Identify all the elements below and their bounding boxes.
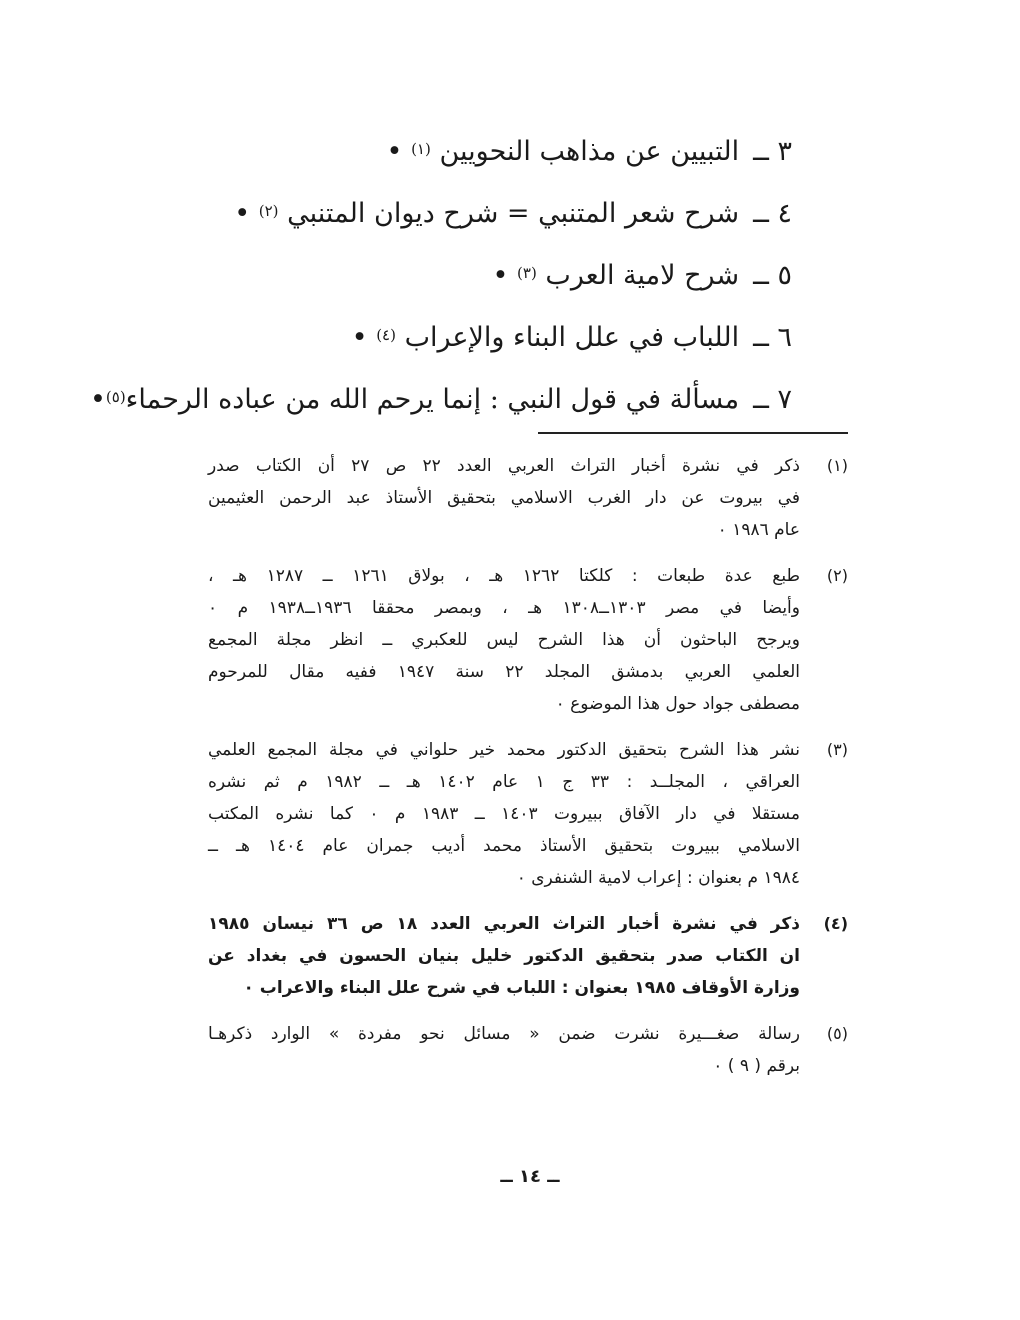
footnote-1 [208, 450, 848, 546]
footnote-ref: (١) [411, 140, 431, 158]
footnote-number: (٣) [826, 740, 848, 759]
work-item-4: ٤ ــشرح شعر المتنبي = شرح ديوان المتنبي $^{(٢)}$ • [234, 198, 792, 229]
footnote-text: طبع عدة طبعات : كلكتا ١٢٦٢ هـ ، بولاق ١٢٦١ ــ ١٢٨٧ هـ ، وأيضا في مصر ١٣٠٣ــ١٣٠٨ هـ ، وبمصر محققا ١٩٣٦ــ١٩٣٨ م ٠ ويرجح الباحثون أن هذا الشرح ليس للعكبري ــ انظر مجلة المجمع العلمي العربي بدمشق المجلد ٢٢ سنة ١٩٤٧ ففيه مقال للمرحوم مصطفى جواد حول هذا الموضوع ٠ [208, 566, 801, 714]
works-list [89, 118, 792, 428]
footnote-5 [208, 1018, 848, 1082]
footnote-ref: (٤) [376, 326, 396, 344]
work-item-7: ٧ ــمسألة في قول النبي : إنما يرحم الله من عباده الرحماء$^{(٥)}$• [89, 384, 792, 415]
footnote-text: ذكر في نشرة أخبار التراث العربي العدد ١٨ ص ٣٦ نيسان ١٩٨٥ ان الكتاب صدر بتحقيق الدكتور خليل بنيان الحسون في بغداد عن وزارة الأوقاف ١٩٨٥ بعنوان : اللباب في شرح علل البناء والاعراب ٠ [208, 914, 800, 998]
footnote-text: نشر هذا الشرح بتحقيق الدكتور محمد خير حلواني في مجلة المجمع العلمي العراقي ، المجلــد : ٣٣ ج ١ عام ١٤٠٢ هـ ــ ١٩٨٢ م ثم نشره مستقلا في دار الآفاق ببيروت ١٤٠٣ ــ ١٩٨٣ م ٠ كما نشره المكتب الاسلامي ببيروت بتحقيق الأستاذ محمد أديب جمران عام ١٤٠٤ هـ ــ ١٩٨٤ م بعنوان : إعراب لامية الشنفرى ٠ [208, 740, 801, 888]
footnote-number: (٢) [826, 566, 848, 585]
work-item-3: ٣ ــالتبيين عن مذاهب النحويين $^{(١)}$ • [386, 136, 792, 167]
footnote-ref: (٣) [517, 264, 537, 282]
page-number: ــ ١٤ ــ [500, 1166, 560, 1187]
work-item-6: ٦ ــاللباب في علل البناء والإعراب $^{(٤)}$ • [351, 322, 792, 353]
footnote-ref: (٢) [258, 202, 279, 220]
footnote-ref: (٥) [105, 388, 126, 406]
footnote-text: رسالة صغـــيرة نشرت ضمن « مسائل نحو مفردة » الوارد ذكرهـا برقم ( ٩ ) ٠ [208, 1024, 800, 1076]
footnote-3 [208, 734, 848, 894]
footnote-2 [208, 560, 848, 720]
work-item-5: ٥ ــشرح لامية العرب $^{(٣)}$ • [492, 260, 792, 291]
footnote-separator [538, 432, 848, 434]
footnote-4 [208, 908, 848, 1004]
footnote-text: ذكر في نشرة أخبار التراث العربي العدد ٢٢ ص ٢٧ أن الكتاب صدر في بيروت عن دار الغرب الاسلامي بتحقيق الأستاذ عبد الرحمن العثيمين عام ١٩٨٦ ٠ [208, 456, 800, 540]
footnote-number: (٤) [823, 914, 848, 933]
footnotes [208, 450, 848, 1096]
footnote-number: (٥) [826, 1024, 848, 1043]
footnote-number: (١) [826, 456, 848, 475]
